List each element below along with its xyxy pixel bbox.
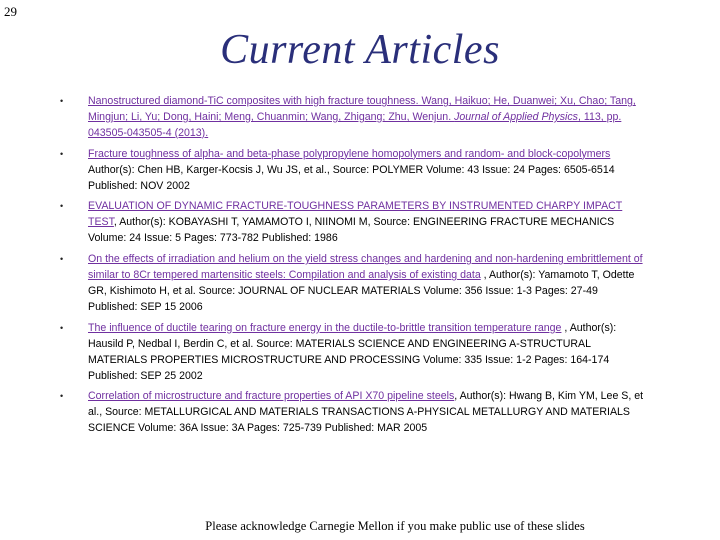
list-item — [60, 94, 645, 142]
footer-note: Please acknowledge Carnegie Mellon if you make public use of these slides — [205, 519, 585, 533]
bullet-icon: • — [60, 391, 64, 402]
bullet-icon: • — [60, 254, 64, 265]
article-link[interactable]: Nanostructured diamond-TiC composites with high fracture toughness. Wang, Haikuo; He, Duanwei; Xu, Chao; Tang, Mingjun; Li, Yu; Dong, Haini; Meng, Chuanmin; Wang, Zhigang; Zhu, Wenjun. — [88, 95, 636, 123]
article-citation: , Author(s): Yamamoto T, Odette GR, Kishimoto H, et al. Source: JOURNAL OF NUCLEAR MATERIALS Volume: 356 Issue: 1-3 Pages: 27-49 Published: SEP 15 2006 — [88, 269, 635, 313]
article-citation: , Author(s): Hwang B, Kim YM, Lee S, et al., Source: METALLURGICAL AND MATERIALS TRANSACTIONS A-PHYSICAL METALLURGY AND MATERIALS SCIENCE Volume: 36A Issue: 3A Pages: 725-739 Published: MAR 2005 — [88, 390, 644, 435]
article-citation: Author(s): Chen HB, Karger-Kocsis J, Wu JS, et al., Source: POLYMER Volume: 43 Issue: 24 Pages: 6505-6514 Published: NOV 2002 — [88, 163, 615, 192]
article-link[interactable]: The influence of ductile tearing on fracture energy in the ductile-to-brittle transition temperature range — [88, 321, 562, 334]
page-number: 29 — [4, 4, 17, 19]
article-journal[interactable]: Journal of Applied Physics — [454, 110, 578, 123]
list-item — [60, 252, 645, 316]
article-citation: , Author(s): Hausild P, Nedbal I, Berdin C, et al. Source: MATERIALS SCIENCE AND ENGINEERING A-STRUCTURAL MATERIALS PROPERTIES MICROSTRUCTURE AND PROCESSING Volume: 335 Issue: 1-2 Pages: 164-174 Published: SEP 25 2002 — [88, 321, 617, 382]
list-item — [60, 389, 645, 437]
article-link[interactable]: Correlation of microstructure and fracture properties of API X70 pipeline steels — [88, 390, 455, 403]
bullet-icon: • — [60, 201, 64, 212]
article-citation: , Author(s): KOBAYASHI T, YAMAMOTO I, NIINOMI M, Source: ENGINEERING FRACTURE MECHANICS Volume: 24 Issue: 5 Pages: 773-782 Published: 1986 — [88, 216, 615, 245]
list-item — [60, 321, 645, 385]
article-list — [60, 94, 645, 442]
list-item — [60, 147, 645, 195]
article-link[interactable]: Fracture toughness of alpha- and beta-phase polypropylene homopolymers and random- and block-copolymers — [88, 147, 611, 160]
list-item — [60, 199, 645, 247]
article-citation[interactable]: , 113, pp. 043505-043505-4 (2013). — [88, 110, 622, 139]
article-link[interactable]: EVALUATION OF DYNAMIC FRACTURE-TOUGHNESS PARAMETERS BY INSTRUMENTED CHARPY IMPACT TEST — [88, 200, 623, 229]
bullet-icon: • — [60, 322, 64, 333]
article-link[interactable]: On the effects of irradiation and helium on the yield stress changes and hardening and non-hardening embrittlement of similar to 8Cr tempered martensitic steels: Compilation and analysis of existing data — [88, 253, 643, 282]
bullet-icon: • — [60, 148, 64, 159]
slide-title: Current Articles — [220, 27, 500, 73]
bullet-icon: • — [60, 96, 64, 106]
